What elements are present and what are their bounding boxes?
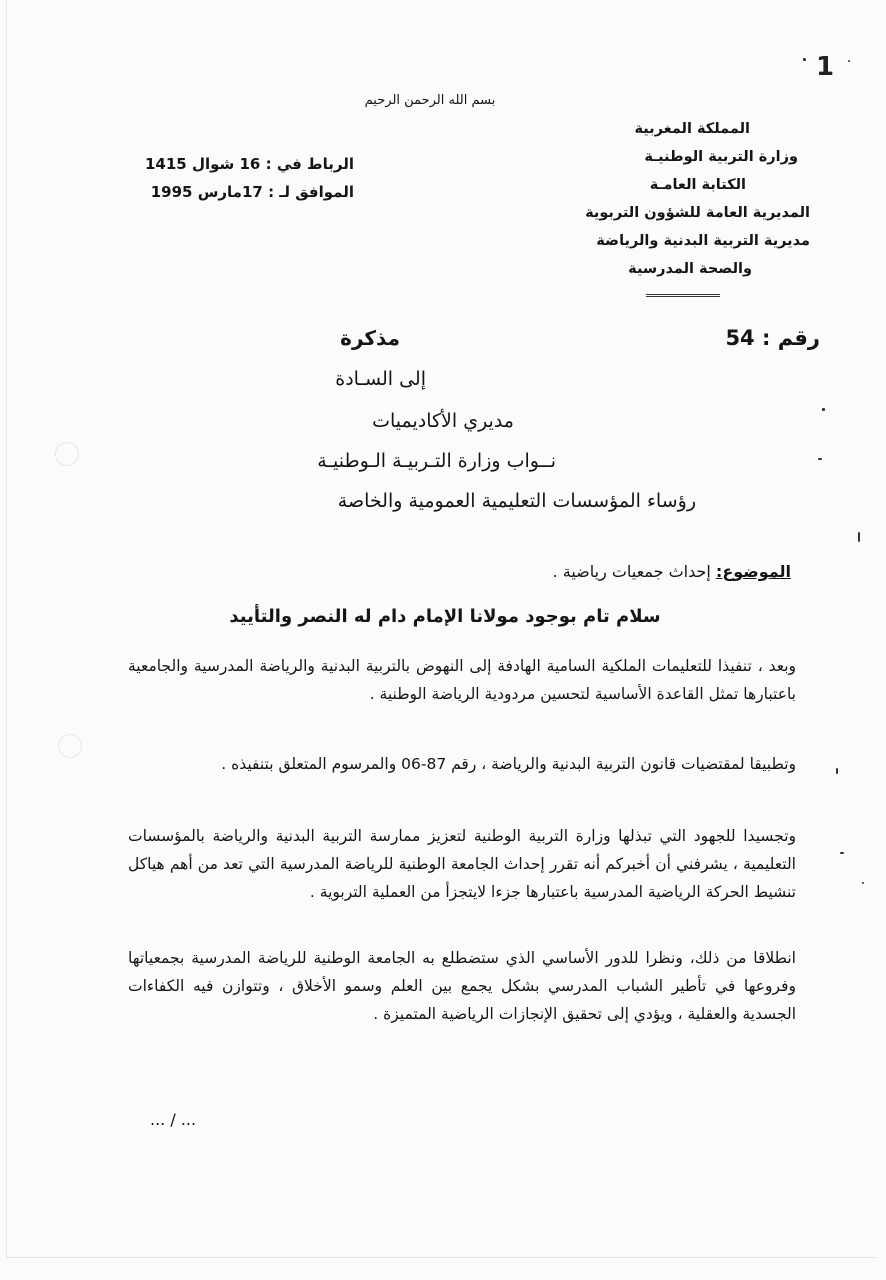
scan-speck	[803, 58, 806, 61]
letterhead-line: وزارة التربية الوطنيـة	[644, 149, 798, 165]
letterhead-line: المديرية العامة للشؤون التربوية	[585, 205, 810, 221]
subject-text: إحداث جمعيات رياضية .	[552, 562, 711, 581]
memo-title: مذكرة	[340, 326, 400, 350]
letterhead-separator	[646, 294, 720, 297]
date-block	[124, 150, 354, 206]
date-gregorian: الموافق لـ : 17مارس 1995	[150, 183, 354, 201]
body-paragraph: وتطبيقا لمقتضيات قانون التربية البدنية والرياضة ، رقم 87-06 والمرسوم المتعلق بتنفيذه .	[221, 755, 796, 773]
subject-label: الموضوع:	[715, 562, 791, 581]
letterhead-line: والصحة المدرسية	[628, 261, 752, 277]
body-paragraph: انطلاقا من ذلك، ونظرا للدور الأساسي الذي ستضطلع به الجامعة الوطنية للرياضة المدرسية بجمعياتها وفروعها في تأطير الشباب المدرسي بشكل يجمع بين العلم وسمو الأخلاق ، وتتوازن فيه الكفاءات الجسدية والعقلية ، ويؤدي إلى تحقيق الإنجازات الرياضية المتميزة .	[128, 949, 796, 1023]
letterhead-line: الكتابة العامـة	[649, 177, 746, 193]
scan-speck	[836, 768, 838, 774]
scan-speck	[818, 458, 822, 460]
addressee-line: نــواب وزارة التـربيـة الـوطنيـة	[317, 450, 556, 472]
addressee-line: رؤساء المؤسسات التعليمية العمومية والخاصة	[337, 490, 696, 512]
basmala: بسم الله الرحمن الرحيم	[364, 93, 496, 108]
date-hijri: الرباط في : 16 شوال 1415	[144, 155, 354, 173]
body-paragraph: وتجسيدا للجهود التي تبذلها وزارة التربية الوطنية لتعزيز ممارسة التربية البدنية والرياضة بالمؤسسات التعليمية ، يشرفني أن أخبركم أنه تقرر إحداث الجامعة الوطنية للرياضة المدرسية التي تعد من أهم هياكل تنشيط الحركة الرياضية المدرسية باعتبارها جزءا لايتجزأ من العملية التربوية .	[128, 827, 796, 901]
scan-speck	[822, 408, 825, 411]
addressee-intro: إلى السـادة	[335, 368, 426, 390]
subject-line	[291, 562, 791, 581]
scan-mark	[58, 734, 82, 758]
salutation: سلام تام بوجود مولانا الإمام دام له النصر والتأييد	[229, 606, 661, 627]
letterhead-line: المملكة المغربية	[634, 121, 750, 137]
scan-mark	[55, 442, 79, 466]
page-mark: 1	[816, 52, 835, 82]
scan-speck	[862, 882, 864, 884]
continuation-mark: ... / ...	[150, 1110, 197, 1129]
scan-speck	[840, 852, 844, 854]
body-paragraph: وبعد ، تنفيذا للتعليمات الملكية السامية الهادفة إلى النهوض بالتربية البدنية والرياضة المدرسية والجامعية باعتبارها تمثل القاعدة الأساسية لتحسين مردودية الرياضة الوطنية .	[128, 657, 796, 703]
scan-speck	[848, 60, 850, 62]
addressee-line: مديري الأكاديميات	[372, 410, 514, 432]
letterhead-line: مديرية التربية البدنية والرياضة	[596, 233, 810, 249]
scan-speck	[858, 532, 860, 542]
memo-number: رقم : 54	[725, 326, 820, 350]
